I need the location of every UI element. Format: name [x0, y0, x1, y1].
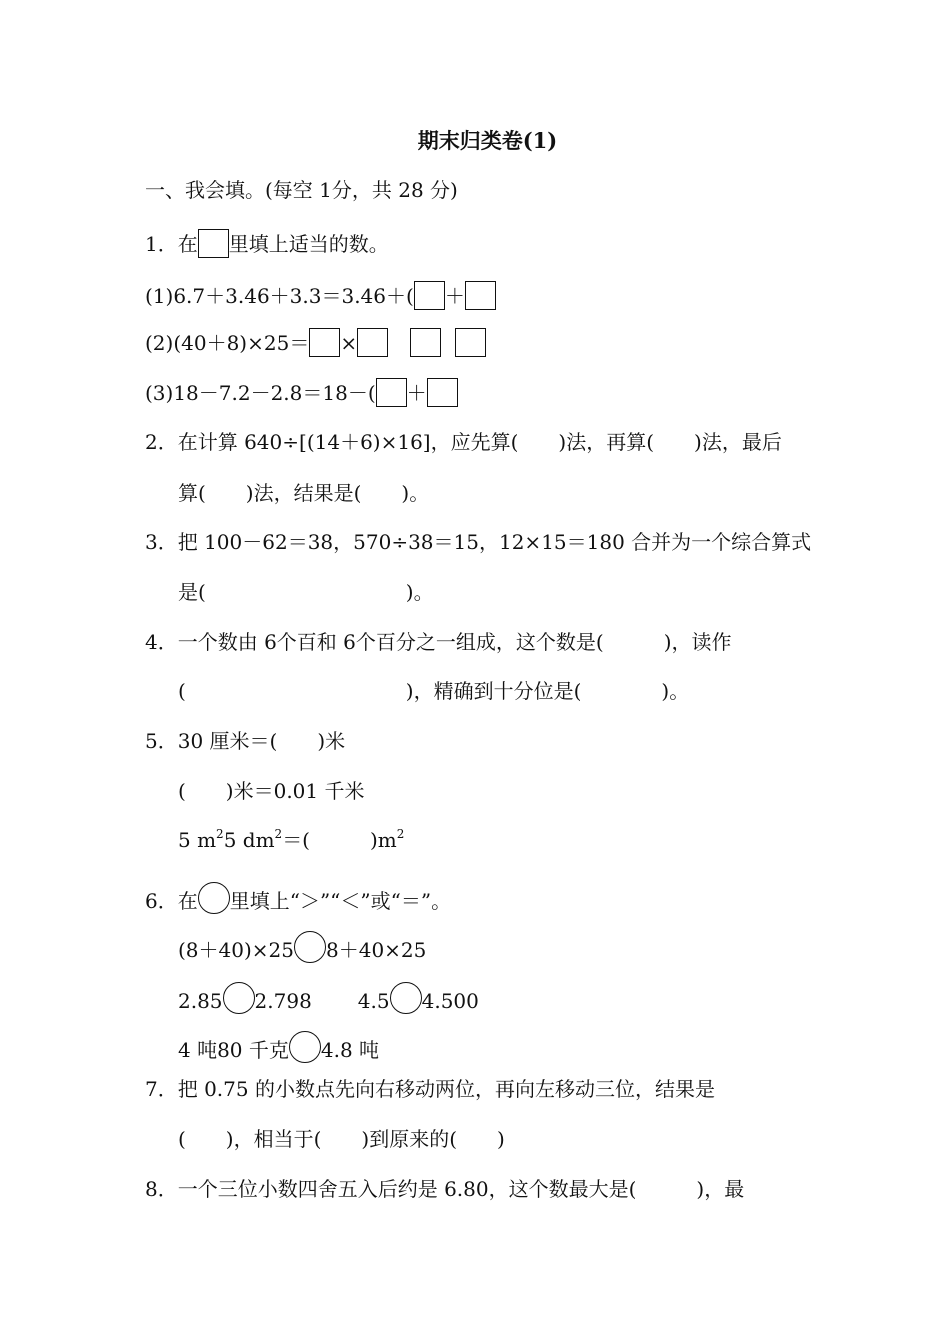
q6-prefix: 6．在	[145, 889, 198, 913]
unit-m: 5 m	[178, 828, 217, 852]
q6-item-1	[178, 931, 426, 963]
compare-circle[interactable]	[390, 982, 422, 1014]
q6-1-left: (8＋40)×25	[178, 938, 294, 962]
answer-box[interactable]	[455, 328, 486, 357]
q6-4-right: 4.8 吨	[320, 1038, 380, 1062]
q6-2-right: 2.798	[254, 989, 312, 1013]
answer-box[interactable]	[414, 281, 445, 310]
compare-circle[interactable]	[294, 931, 326, 963]
compare-circle[interactable]	[223, 982, 255, 1014]
question-1-part-2	[145, 328, 486, 357]
answer-box[interactable]	[465, 281, 496, 310]
answer-blank: ＝( )m	[282, 828, 397, 852]
q6-1-right: 8＋40×25	[326, 938, 427, 962]
question-1	[145, 229, 389, 258]
q6-4-left: 4 吨80 千克	[178, 1038, 289, 1062]
compare-circle[interactable]	[289, 1031, 321, 1063]
q1-1-operator: ＋	[444, 284, 465, 308]
q6-item-2	[178, 982, 479, 1014]
question-5-line-2: ( )米＝0.01 千米	[178, 779, 365, 803]
exponent: 2	[216, 827, 224, 841]
answer-box[interactable]	[376, 378, 407, 407]
exponent: 2	[274, 827, 283, 841]
answer-box[interactable]	[427, 378, 458, 407]
section-heading: 一、我会填。(每空 1分，共 28 分)	[145, 178, 458, 202]
question-6	[145, 882, 451, 914]
answer-box[interactable]	[410, 328, 441, 357]
question-7-line-1: 7．把 0.75 的小数点先向右移动两位，再向左移动三位，结果是	[145, 1077, 715, 1101]
question-2-line-1: 2．在计算 640÷[(14＋6)×16]，应先算( )法，再算( )法，最后	[145, 430, 782, 454]
q1-instruction: 里填上适当的数。	[228, 232, 389, 256]
q6-2-left: 2.85	[178, 989, 223, 1013]
question-4-line-2: ( )，精确到十分位是( )。	[178, 679, 690, 703]
unit-dm: 5 dm	[223, 828, 275, 852]
question-8-line-1: 8．一个三位小数四舍五入后约是 6.80，这个数最大是( )，最	[145, 1177, 745, 1201]
question-1-part-1	[145, 281, 496, 310]
q1-prefix: 1．在	[145, 232, 198, 256]
question-5-line-1: 5．30 厘米＝( )米	[145, 729, 346, 753]
page-title: 期末归类卷(1)	[417, 128, 558, 153]
q1-2-operator: ×	[340, 331, 358, 355]
q6-instruction: 里填上“＞”“＜”或“＝”。	[229, 889, 452, 913]
question-3-line-2: 是( )。	[178, 580, 434, 604]
question-4-line-1: 4．一个数由 6个百和 6个百分之一组成，这个数是( )，读作	[145, 630, 732, 654]
answer-box-sample	[198, 229, 229, 258]
exponent: 2	[396, 827, 405, 841]
question-1-part-3	[145, 378, 458, 407]
question-5-line-3	[178, 827, 404, 853]
q1-3-expression: (3)18－7.2－2.8＝18－(	[145, 381, 376, 405]
q1-1-expression: (1)6.7＋3.46＋3.3＝3.46＋(	[145, 284, 414, 308]
question-7-line-2: ( )，相当于( )到原来的( )	[178, 1127, 505, 1151]
question-2-line-2: 算( )法，结果是( )。	[178, 481, 430, 505]
q1-3-operator: ＋	[406, 381, 427, 405]
compare-circle-sample	[198, 882, 230, 914]
q6-3-left: 4.5	[357, 989, 390, 1013]
q1-2-expression: (2)(40＋8)×25＝	[145, 331, 310, 355]
answer-box[interactable]	[357, 328, 388, 357]
answer-box[interactable]	[309, 328, 340, 357]
q6-3-right: 4.500	[421, 989, 479, 1013]
question-3-line-1: 3．把 100－62＝38，570÷38＝15，12×15＝180 合并为一个综合算式	[145, 530, 812, 554]
q6-item-4	[178, 1031, 379, 1063]
